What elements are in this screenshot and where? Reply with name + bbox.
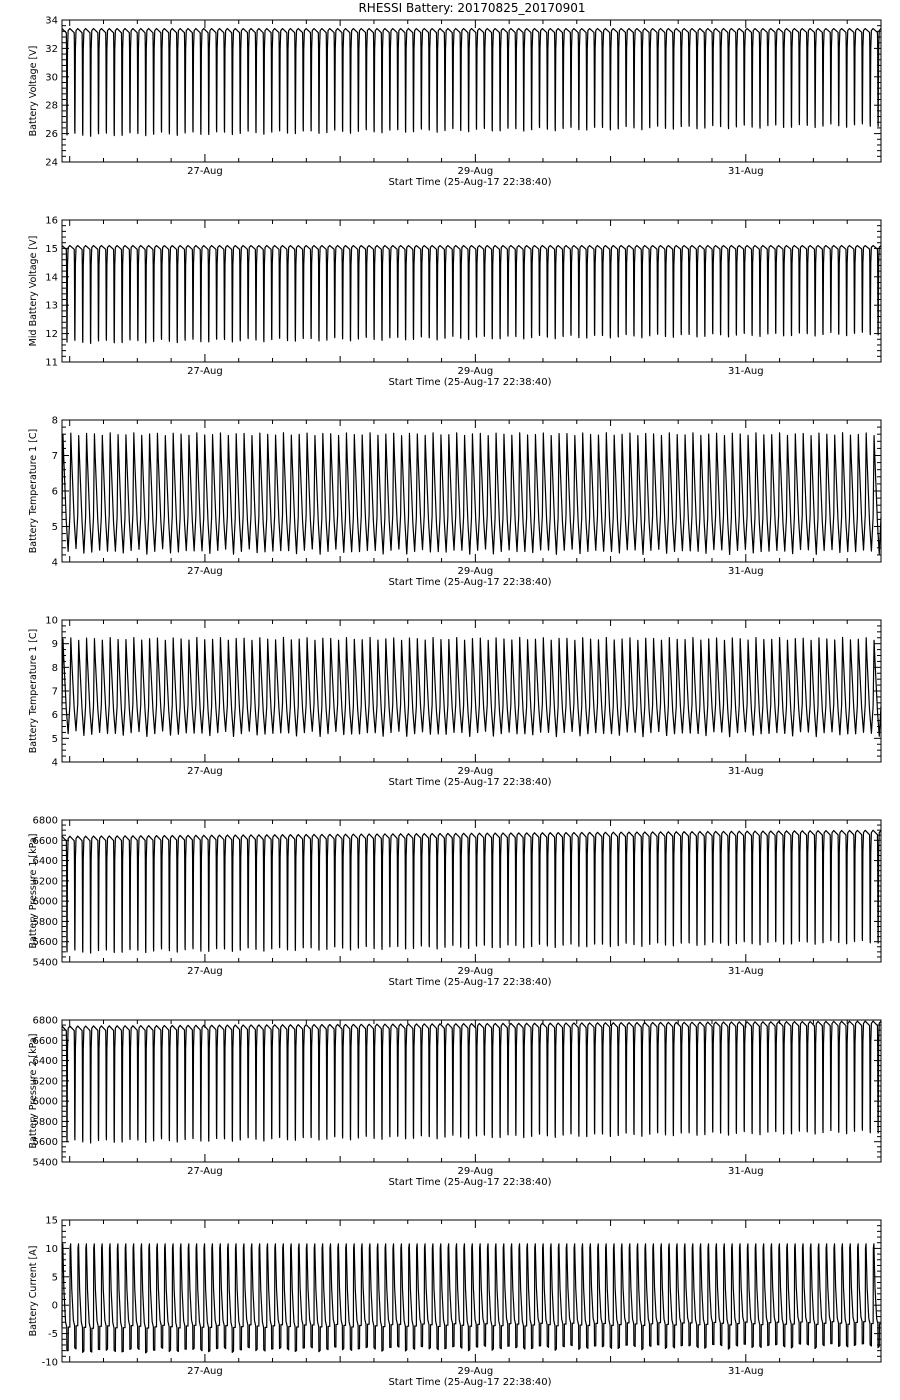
x-tick-label: 29-Aug xyxy=(457,1166,494,1177)
x-tick-label: 27-Aug xyxy=(187,566,223,577)
data-series-line xyxy=(62,246,881,344)
x-tick-label: 31-Aug xyxy=(727,366,764,377)
y-tick-label: 5800 xyxy=(32,916,58,928)
y-tick-label: 6400 xyxy=(32,856,58,868)
panel-6 xyxy=(28,1016,881,1189)
x-tick-label: 29-Aug xyxy=(457,1366,494,1377)
y-tick-label: 13 xyxy=(45,300,58,312)
y-tick-label: 6400 xyxy=(32,1056,58,1068)
x-axis-label: Start Time (25-Aug-17 22:38:40) xyxy=(388,177,552,188)
data-series-line xyxy=(62,830,881,953)
y-tick-label: 6200 xyxy=(32,1076,58,1088)
x-tick-label: 29-Aug xyxy=(457,766,494,777)
x-axis-label: Start Time (25-Aug-17 22:38:40) xyxy=(388,1377,552,1388)
y-tick-label: 8 xyxy=(51,662,58,674)
y-tick-label: 10 xyxy=(45,1243,58,1255)
y-tick-label: 12 xyxy=(45,329,58,341)
data-series-line xyxy=(62,1021,881,1143)
data-series-line xyxy=(62,1244,881,1353)
y-tick-label: 15 xyxy=(45,1215,58,1227)
y-tick-label: 30 xyxy=(45,72,58,84)
y-tick-label: 6800 xyxy=(32,1015,58,1027)
y-tick-label: 28 xyxy=(45,100,58,112)
y-tick-label: 6 xyxy=(51,486,58,498)
y-tick-label: 6600 xyxy=(32,835,58,847)
data-series-line xyxy=(62,433,881,555)
x-axis-label: Start Time (25-Aug-17 22:38:40) xyxy=(388,977,552,988)
y-tick-label: 4 xyxy=(51,757,58,769)
y-tick-label: 6200 xyxy=(32,876,58,888)
y-tick-label: 7 xyxy=(51,686,58,698)
y-tick-label: 14 xyxy=(45,272,58,284)
chart-title: RHESSI Battery: 20170825_20170901 xyxy=(358,1,586,15)
y-axis-label: Battery Pressure 1 [kPa] xyxy=(28,833,39,949)
y-tick-label: 6800 xyxy=(32,815,58,827)
y-tick-label: 6000 xyxy=(32,1096,58,1108)
x-tick-label: 31-Aug xyxy=(727,566,764,577)
y-tick-label: 0 xyxy=(51,1300,58,1312)
y-axis-label: Battery Temperature 1 [C] xyxy=(28,428,39,554)
y-axis-label: Battery Current [A] xyxy=(28,1245,39,1337)
x-tick-label: 31-Aug xyxy=(727,966,764,977)
x-tick-label: 27-Aug xyxy=(187,166,223,177)
data-series-line xyxy=(62,29,881,137)
x-tick-label: 31-Aug xyxy=(727,1166,764,1177)
x-tick-label: 29-Aug xyxy=(457,166,494,177)
y-axis-label: Battery Temperature 1 [C] xyxy=(28,628,39,754)
y-tick-label: 6600 xyxy=(32,1035,58,1047)
x-tick-label: 27-Aug xyxy=(187,1166,223,1177)
x-tick-label: 27-Aug xyxy=(187,766,223,777)
x-axis-label: Start Time (25-Aug-17 22:38:40) xyxy=(388,777,552,788)
y-tick-label: 15 xyxy=(45,243,58,255)
x-tick-label: 31-Aug xyxy=(727,166,764,177)
y-tick-label: 34 xyxy=(45,15,58,27)
panel-5 xyxy=(28,816,881,989)
panel-7 xyxy=(28,1216,881,1389)
x-tick-label: 31-Aug xyxy=(727,766,764,777)
y-tick-label: 5400 xyxy=(32,1157,58,1169)
y-axis-label: Battery Voltage [V] xyxy=(28,45,39,137)
y-tick-label: -10 xyxy=(41,1357,58,1369)
y-tick-label: 5600 xyxy=(32,1137,58,1149)
x-tick-label: 31-Aug xyxy=(727,1366,764,1377)
y-axis-label: Battery Pressure 2 [kPa] xyxy=(28,1033,39,1149)
panel-4 xyxy=(28,616,881,789)
y-tick-label: 6000 xyxy=(32,896,58,908)
y-tick-label: 5800 xyxy=(32,1116,58,1128)
y-tick-label: 10 xyxy=(45,615,58,627)
y-tick-label: 7 xyxy=(51,451,58,462)
y-tick-label: 8 xyxy=(51,415,58,427)
x-tick-label: 27-Aug xyxy=(187,1366,223,1377)
y-tick-label: 5 xyxy=(51,522,58,533)
x-axis-label: Start Time (25-Aug-17 22:38:40) xyxy=(388,1177,552,1188)
x-tick-label: 29-Aug xyxy=(457,566,494,577)
y-tick-label: 5600 xyxy=(32,937,58,949)
panel-1 xyxy=(28,16,881,189)
y-tick-label: 32 xyxy=(45,43,58,55)
x-axis-label: Start Time (25-Aug-17 22:38:40) xyxy=(388,377,552,388)
y-tick-label: -5 xyxy=(48,1329,58,1341)
y-tick-label: 5 xyxy=(51,733,58,745)
y-tick-label: 4 xyxy=(51,557,58,569)
y-tick-label: 11 xyxy=(45,357,58,369)
x-tick-label: 27-Aug xyxy=(187,966,223,977)
y-tick-label: 16 xyxy=(45,215,58,227)
y-tick-label: 9 xyxy=(51,639,58,651)
y-tick-label: 24 xyxy=(45,157,58,169)
panel-3 xyxy=(28,416,881,589)
panel-2 xyxy=(28,216,881,389)
x-axis-label: Start Time (25-Aug-17 22:38:40) xyxy=(388,577,552,588)
y-tick-label: 5 xyxy=(51,1272,58,1284)
y-tick-label: 6 xyxy=(51,710,58,722)
y-tick-label: 26 xyxy=(45,129,58,141)
x-tick-label: 27-Aug xyxy=(187,366,223,377)
x-tick-label: 29-Aug xyxy=(457,366,494,377)
y-tick-label: 5400 xyxy=(32,957,58,969)
x-tick-label: 29-Aug xyxy=(457,966,494,977)
data-series-line xyxy=(62,638,881,737)
y-axis-label: Mid Battery Voltage [V] xyxy=(28,235,39,347)
